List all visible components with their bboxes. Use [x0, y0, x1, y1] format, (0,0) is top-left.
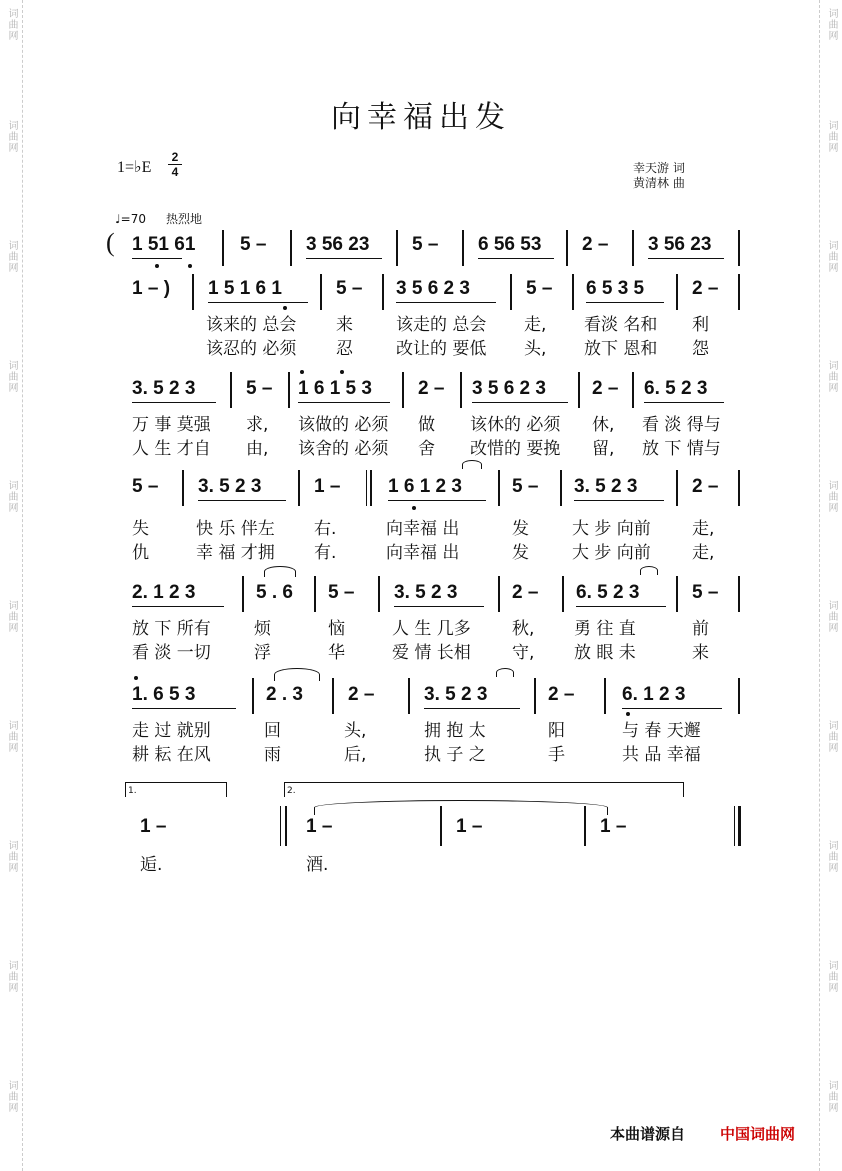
lyric-verse2: 爱 情 长相 — [392, 643, 471, 663]
barline — [738, 678, 740, 714]
notes-measure: 2 – — [548, 684, 575, 705]
barline — [738, 230, 740, 266]
left-margin-strip — [0, 0, 23, 1171]
watermark: 词曲网 — [826, 1080, 837, 1113]
time-signature-bottom: 4 — [171, 165, 179, 179]
notes-measure: 5 . 6 — [256, 582, 293, 603]
barline — [378, 576, 380, 612]
lyric-verse2: 该忍的 必须 — [206, 339, 297, 359]
lyric-verse1: 与 春 天邂 — [622, 721, 701, 741]
octave-dot — [412, 506, 416, 510]
lyric-verse2: 发 — [512, 543, 529, 563]
notes-measure: 3. 5 2 3 — [394, 582, 458, 603]
barline — [572, 274, 574, 310]
note-underline — [132, 708, 236, 709]
notes-measure: 6. 5 2 3 — [644, 378, 708, 399]
lyric-verse2: 耕 耘 在风 — [132, 745, 211, 765]
lyric-verse2: 幸 福 才拥 — [196, 543, 275, 563]
barline — [332, 678, 334, 714]
note-underline — [396, 302, 496, 303]
lyric-verse1: 失 — [132, 519, 149, 539]
barline — [566, 230, 568, 266]
notes-measure: 2 – — [348, 684, 375, 705]
barline — [462, 230, 464, 266]
barline — [560, 470, 562, 506]
note-underline — [424, 708, 520, 709]
final-barline — [738, 806, 741, 846]
note-underline — [472, 402, 568, 403]
barline — [510, 274, 512, 310]
slur — [462, 460, 482, 469]
watermark: 词曲网 — [826, 720, 837, 753]
note-underline — [576, 606, 666, 607]
watermark: 词曲网 — [826, 960, 837, 993]
notes-measure: 5 – — [336, 278, 363, 299]
composer-credit: 黄清林 曲 — [633, 176, 685, 190]
watermark: 词曲网 — [826, 8, 837, 41]
lyric-verse2: 忍 — [336, 339, 353, 359]
repeat-barline — [280, 806, 281, 846]
lyric-verse2: 华 — [328, 643, 345, 663]
lyric-verse1: 求, — [246, 415, 269, 435]
lyric-verse2: 大 步 向前 — [572, 543, 651, 563]
lyric-verse2: 仇 — [132, 543, 149, 563]
lyric-verse1: 走, — [524, 315, 547, 335]
watermark: 词曲网 — [6, 360, 17, 393]
notes-measure: 6. 1 2 3 — [622, 684, 686, 705]
notes-measure: 5 – — [132, 476, 159, 497]
barline — [242, 576, 244, 612]
lyric-verse2: 向幸福 出 — [386, 543, 460, 563]
barline — [738, 576, 740, 612]
repeat-barline — [366, 470, 367, 506]
notes-measure: 3 56 23 — [306, 234, 370, 255]
note-underline — [622, 708, 722, 709]
lyric-verse1: 该做的 必须 — [298, 415, 389, 435]
note-underline — [394, 606, 484, 607]
lyric-verse2: 头, — [524, 339, 547, 359]
barline — [314, 576, 316, 612]
lyric-verse2: 放下 恩和 — [584, 339, 658, 359]
notes-measure: 5 – — [692, 582, 719, 603]
lyric-verse1: 走 过 就别 — [132, 721, 211, 741]
notes-measure: 1 – ) — [132, 278, 171, 299]
watermark: 词曲网 — [6, 8, 17, 41]
octave-dot — [300, 370, 304, 374]
barline — [252, 678, 254, 714]
volta-1-label: 1. — [128, 786, 137, 796]
final-barline — [734, 806, 735, 846]
watermark: 词曲网 — [826, 480, 837, 513]
note-underline — [132, 606, 224, 607]
barline — [676, 576, 678, 612]
barline — [298, 470, 300, 506]
notes-measure: 2 – — [418, 378, 445, 399]
lyric-verse1: 右. — [314, 519, 337, 539]
lyric-verse1: 利 — [692, 315, 709, 335]
lyric-verse2: 舍 — [418, 439, 435, 459]
lyric-verse1: 发 — [512, 519, 529, 539]
lyric-verse1: 看淡 名和 — [584, 315, 658, 335]
barline — [222, 230, 224, 266]
volta-2-label: 2. — [287, 786, 296, 796]
notes-measure: 2 – — [692, 476, 719, 497]
lyric-verse1: 前 — [692, 619, 709, 639]
notes-measure: 1 – — [314, 476, 341, 497]
notes-measure: 5 – — [328, 582, 355, 603]
notes-measure: 2 – — [592, 378, 619, 399]
time-signature — [168, 151, 182, 178]
barline — [192, 274, 194, 310]
note-underline — [586, 302, 664, 303]
note-underline — [198, 500, 286, 501]
watermark: 词曲网 — [6, 120, 17, 153]
watermark: 词曲网 — [6, 240, 17, 273]
lyric-verse1: 大 步 向前 — [572, 519, 651, 539]
volta-bracket-1 — [125, 782, 227, 796]
notes-measure: 1 6 1 5 3 — [298, 378, 372, 399]
barline — [402, 372, 404, 408]
slur — [496, 668, 514, 677]
barline — [584, 806, 586, 846]
lyric-verse2: 守, — [512, 643, 535, 663]
watermark: 词曲网 — [6, 840, 17, 873]
lyric-verse1: 看 淡 得与 — [642, 415, 721, 435]
notes-measure: 2 . 3 — [266, 684, 303, 705]
notes-measure: 1 – — [456, 816, 483, 837]
notes-measure: 2 – — [512, 582, 539, 603]
slur — [640, 566, 658, 575]
notes-measure: 1 – — [306, 816, 333, 837]
barline — [578, 372, 580, 408]
lyric-verse2: 留, — [592, 439, 615, 459]
lyric-verse2: 该舍的 必须 — [298, 439, 389, 459]
notes-measure: 2 – — [692, 278, 719, 299]
barline — [288, 372, 290, 408]
note-underline — [648, 258, 724, 259]
notes-measure: 5 – — [526, 278, 553, 299]
notes-measure: 3. 5 2 3 — [424, 684, 488, 705]
barline — [230, 372, 232, 408]
notes-measure: 6 56 53 — [478, 234, 542, 255]
note-underline — [298, 402, 390, 403]
lyric-verse1: 向幸福 出 — [386, 519, 460, 539]
source-label: 本曲谱源自 — [610, 1125, 686, 1143]
note-underline — [478, 258, 554, 259]
lyric-verse1: 勇 往 直 — [574, 619, 636, 639]
lyric-verse1: 阳 — [548, 721, 565, 741]
tie — [314, 800, 608, 815]
notes-measure: 5 – — [412, 234, 439, 255]
watermark: 词曲网 — [826, 120, 837, 153]
lyric-verse1: 回 — [264, 721, 281, 741]
barline — [676, 470, 678, 506]
notes-measure: 3. 5 2 3 — [574, 476, 638, 497]
lyricist-credit: 幸天游 词 — [633, 161, 685, 175]
watermark: 词曲网 — [6, 480, 17, 513]
lyric-verse2: 手 — [548, 745, 565, 765]
octave-dot — [188, 264, 192, 268]
watermark: 词曲网 — [6, 960, 17, 993]
tempo-bpm: ♩=70 — [115, 212, 146, 226]
lyric-verse2: 共 品 幸福 — [622, 745, 701, 765]
lyric-verse2: 看 淡 一切 — [132, 643, 211, 663]
lyric-verse1: 烦 — [254, 619, 271, 639]
lyric-verse1: 快 乐 伴左 — [196, 519, 275, 539]
time-signature-top: 2 — [171, 150, 179, 164]
lyric-verse1: 该走的 总会 — [396, 315, 487, 335]
barline — [498, 576, 500, 612]
watermark: 词曲网 — [826, 360, 837, 393]
barline — [604, 678, 606, 714]
notes-measure: 1 – — [140, 816, 167, 837]
lyric-verse2: 走, — [692, 543, 715, 563]
lyric-verse2: 后, — [344, 745, 367, 765]
lyric-verse1: 恼 — [328, 619, 345, 639]
lyric-verse1: 休, — [592, 415, 615, 435]
barline — [320, 274, 322, 310]
slur — [274, 668, 320, 681]
credits — [633, 161, 685, 191]
lyric-verse1: 做 — [418, 415, 435, 435]
barline — [676, 274, 678, 310]
lyric-verse2: 人 生 才自 — [132, 439, 211, 459]
lyric-verse1: 该来的 总会 — [206, 315, 297, 335]
notes-measure: 3. 5 2 3 — [198, 476, 262, 497]
barline — [738, 470, 740, 506]
barline — [396, 230, 398, 266]
lyric-verse2: 雨 — [264, 745, 281, 765]
notes-measure: 2 – — [582, 234, 609, 255]
lyric-verse2: 浮 — [254, 643, 271, 663]
note-underline — [574, 500, 664, 501]
octave-dot — [134, 676, 138, 680]
note-underline — [388, 500, 486, 501]
barline — [440, 806, 442, 846]
lyric-verse1: 头, — [344, 721, 367, 741]
lyric-verse2: 改让的 要低 — [396, 339, 487, 359]
tempo-style: 热烈地 — [165, 212, 202, 226]
source-site-link[interactable]: 中国词曲网 — [720, 1125, 796, 1143]
notes-measure: 1 – — [600, 816, 627, 837]
lyric-verse2: 有. — [314, 543, 337, 563]
lyric-verse1: 拥 抱 太 — [424, 721, 486, 741]
watermark: 词曲网 — [6, 1080, 17, 1113]
notes-measure: 2. 1 2 3 — [132, 582, 196, 603]
watermark: 词曲网 — [826, 600, 837, 633]
barline — [498, 470, 500, 506]
note-underline — [208, 302, 308, 303]
notes-measure: 3. 5 2 3 — [132, 378, 196, 399]
barline — [738, 274, 740, 310]
lyric-verse2: 怨 — [692, 339, 709, 359]
watermark: 词曲网 — [826, 240, 837, 273]
notes-measure: 1. 6 5 3 — [132, 684, 196, 705]
lyric-verse1: 秋, — [512, 619, 535, 639]
barline — [182, 470, 184, 506]
lyric-verse1: 走, — [692, 519, 715, 539]
repeat-barline — [285, 806, 287, 846]
notes-measure: 3 56 23 — [648, 234, 712, 255]
note-underline — [644, 402, 724, 403]
lyric-ending: 酒. — [306, 855, 329, 875]
song-title: 向幸福出发 — [331, 100, 511, 135]
note-underline — [132, 258, 182, 259]
lyric-verse1: 该休的 必须 — [470, 415, 561, 435]
octave-dot — [340, 370, 344, 374]
notes-measure: 5 – — [246, 378, 273, 399]
barline — [562, 576, 564, 612]
slur — [264, 566, 296, 577]
lyric-verse2: 放 眼 未 — [574, 643, 636, 663]
right-margin-strip — [819, 0, 842, 1171]
notes-measure: 3 5 6 2 3 — [472, 378, 546, 399]
lyric-verse2: 由, — [246, 439, 269, 459]
key-signature: 1=♭E — [117, 159, 152, 176]
notes-measure: 6 5 3 5 — [586, 278, 645, 299]
lyric-verse1: 人 生 几多 — [392, 619, 471, 639]
notes-measure: 3 5 6 2 3 — [396, 278, 470, 299]
octave-dot — [155, 264, 159, 268]
lyric-verse1: 放 下 所有 — [132, 619, 211, 639]
volta-bracket-2 — [284, 782, 684, 796]
barline — [632, 230, 634, 266]
barline — [290, 230, 292, 266]
barline — [382, 274, 384, 310]
lyric-verse2: 执 子 之 — [424, 745, 486, 765]
notes-measure: 5 – — [240, 234, 267, 255]
lyric-verse2: 来 — [692, 643, 709, 663]
lyric-ending: 逅. — [140, 855, 163, 875]
intro-open-paren: ( — [106, 228, 115, 257]
notes-measure: 1 6 1 2 3 — [388, 476, 462, 497]
notes-measure: 6. 5 2 3 — [576, 582, 640, 603]
lyric-verse2: 放 下 情与 — [642, 439, 721, 459]
note-underline — [132, 402, 216, 403]
watermark: 词曲网 — [826, 840, 837, 873]
barline — [632, 372, 634, 408]
lyric-verse2: 改惜的 要挽 — [470, 439, 561, 459]
barline — [534, 678, 536, 714]
tempo-marking — [115, 210, 202, 227]
barline — [460, 372, 462, 408]
notes-measure: 1 5 1 6 1 — [208, 278, 282, 299]
watermark: 词曲网 — [6, 600, 17, 633]
notes-measure: 1 51 61 — [132, 234, 196, 255]
note-underline — [306, 258, 382, 259]
lyric-verse1: 万 事 莫强 — [132, 415, 211, 435]
repeat-barline — [370, 470, 372, 506]
barline — [408, 678, 410, 714]
watermark: 词曲网 — [6, 720, 17, 753]
lyric-verse1: 来 — [336, 315, 353, 335]
notes-measure: 5 – — [512, 476, 539, 497]
